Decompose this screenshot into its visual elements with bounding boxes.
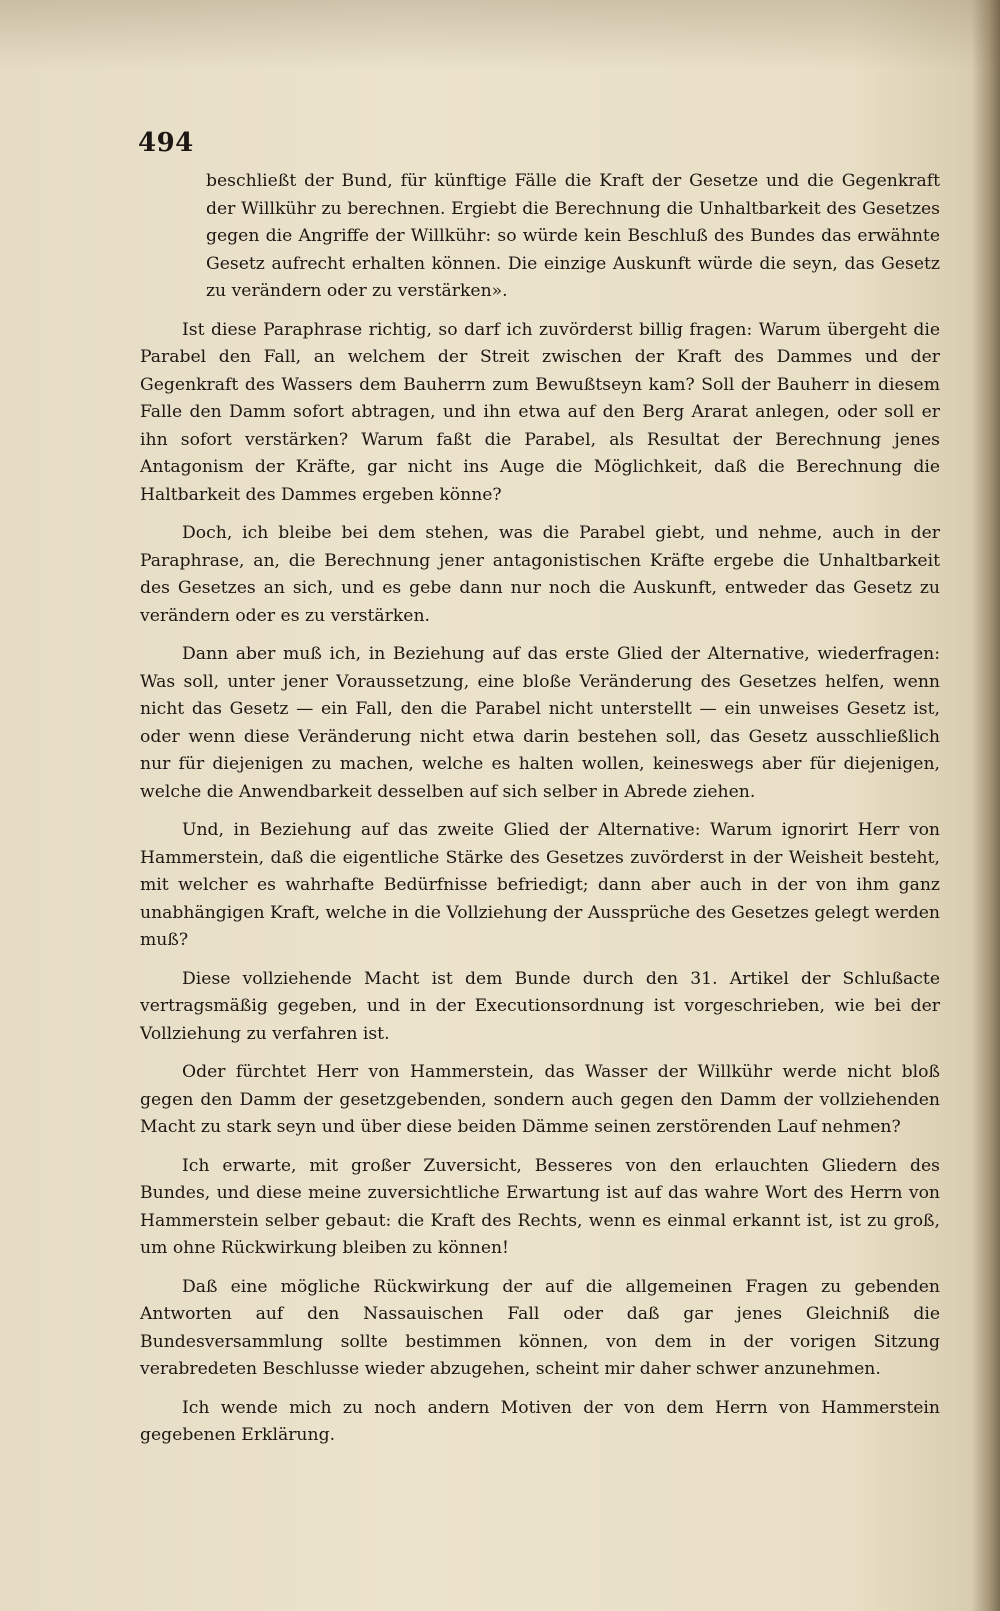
paragraph: Ich wende mich zu noch andern Motiven der von dem Herrn von Hammerstein gegebenen Erklärung. — [140, 1397, 940, 1445]
paragraph: Daß eine mögliche Rückwirkung der auf die allgemeinen Fragen zu gebenden Antworten auf den Nassauischen Fall oder daß gar jenes Gleichniß die Bundesversammlung sollte bestimmen können, von dem in der vorigen Sitzung verabredeten Beschlusse wieder abzugehen, scheint mir daher schwer anzunehmen. — [140, 1276, 940, 1379]
paragraph: Dann aber muß ich, in Beziehung auf das erste Glied der Alternative, wiederfragen: Was soll, unter jener Voraussetzung, eine bloße Veränderung des Gesetzes helfen, wenn nicht das Gesetz — ein Fall, den die Parabel nicht unterstellt — ein unweises Gesetz ist, oder wenn diese Veränderung nicht etwa darin bestehen soll, das Gesetz ausschließlich nur für diejenigen zu machen, welche es halten wollen, keineswegs aber für diejenigen, welche die Anwendbarkeit desselben auf sich selber in Abrede ziehen. — [140, 644, 940, 802]
paragraph: Diese vollziehende Macht ist dem Bunde durch den 31. Artikel der Schlußacte vertragsmäßig gegeben, und in der Executionsordnung ist vorgeschrieben, wie bei der Vollziehung zu verfahren ist. — [140, 968, 940, 1044]
paragraph: Oder fürchtet Herr von Hammerstein, das Wasser der Willkühr werde nicht bloß gegen den Damm der gesetzgebenden, sondern auch gegen den Damm der vollziehenden Macht zu stark seyn und über diese beiden Dämme seinen zerstörenden Lauf nehmen? — [140, 1062, 940, 1137]
paragraph: Und, in Beziehung auf das zweite Glied der Alternative: Warum ignorirt Herr von Hammerstein, daß die eigentliche Stärke des Gesetzes zuvörderst in der Weisheit besteht, mit welcher es wahrhafte Bedürfnisse befriedigt; dann aber auch in der von ihm ganz unabhängigen Kraft, welche in die Vollziehung der Aussprüche des Gesetzes gelegt werden muß? — [140, 820, 940, 950]
page-shadow-top — [0, 0, 1000, 70]
paragraph: Doch, ich bleibe bei dem stehen, was die Parabel giebt, und nehme, auch in der Paraphrase, an, die Berechnung jener antagonistischen Kräfte ergebe die Unhaltbarkeit des Gesetzes an sich, und es gebe dann nur noch die Auskunft, entweder das Gesetz zu verändern oder es zu verstärken. — [140, 523, 940, 626]
quoted-paraphrase-ending: beschließt der Bund, für künftige Fälle die Kraft der Gesetze und die Gegenkraft der Willkühr zu berechnen. Ergiebt die Berechnung die Unhaltbarkeit des Gesetzes gegen die Angriffe der Willkühr: so würde kein Beschluß des Bundes das erwähnte Gesetz aufrecht erhalten können. Die einzige Auskunft würde die seyn, das Gesetz zu verändern oder zu verstärken». — [206, 171, 940, 301]
paragraph: Ich erwarte, mit großer Zuversicht, Besseres von den erlauchten Gliedern des Bundes, und diese meine zuversichtliche Erwartung ist auf das wahre Wort des Herrn von Hammerstein selber gebaut: die Kraft des Rechts, wenn es einmal erkannt ist, ist zu groß, um ohne Rückwirkung bleiben zu können! — [140, 1155, 940, 1258]
page-number: 494 — [138, 128, 194, 158]
page-body — [140, 168, 940, 1461]
binding-edge — [972, 0, 1000, 1611]
paragraph: Ist diese Paraphrase richtig, so darf ich zuvörderst billig fragen: Warum übergeht die Parabel den Fall, an welchem der Streit zwischen der Kraft des Dammes und der Gegenkraft des Wassers dem Bauherrn zum Bewußtseyn kam? Soll der Bauherr in diesem Falle den Damm sofort abtragen, und ihn etwa auf den Berg Ararat anlegen, oder soll er ihn sofort verstärken? Warum faßt die Parabel, als Resultat der Berechnung jenes Antagonism der Kräfte, gar nicht ins Auge die Möglichkeit, daß die Berechnung die Haltbarkeit des Dammes ergeben könne? — [140, 319, 940, 505]
